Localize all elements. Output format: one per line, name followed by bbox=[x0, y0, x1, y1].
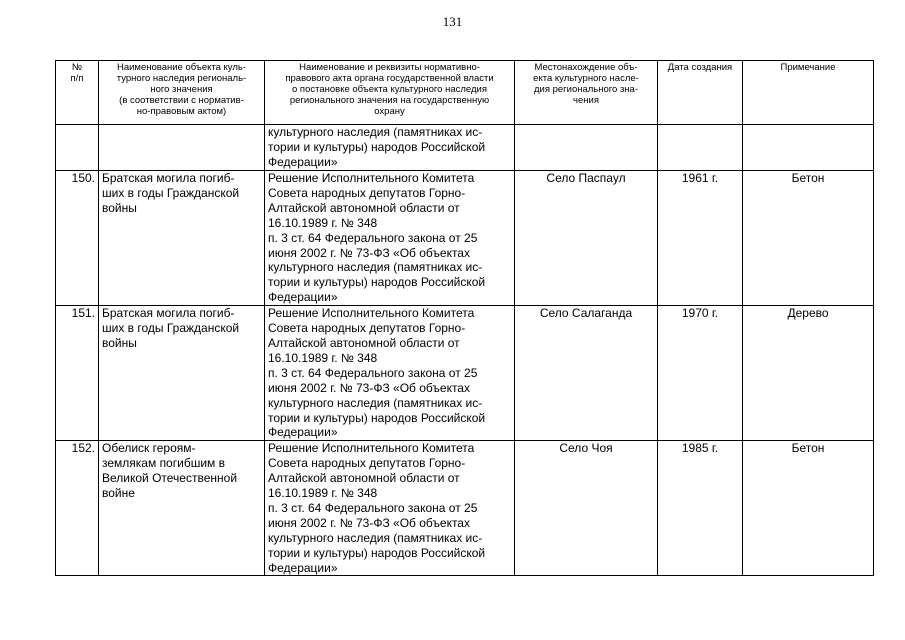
cell-number: 150. bbox=[56, 171, 99, 306]
cell-location: Село Чоя bbox=[515, 441, 658, 576]
header-location: Местонахождение объ- екта культурного насле- дия регионального зна- чения bbox=[515, 61, 658, 125]
header-number: № п/п bbox=[56, 61, 99, 125]
cell-location: Село Салаганда bbox=[515, 306, 658, 441]
table-header-row bbox=[56, 61, 874, 125]
cell-object-name: Обелиск героям- землякам погибшим в Великой Отечественной войне bbox=[99, 441, 265, 576]
table-row bbox=[56, 171, 874, 306]
cell-object-name: Братская могила погиб- ших в годы Гражданской войны bbox=[99, 306, 265, 441]
cell-note: Бетон bbox=[743, 441, 874, 576]
cell-location bbox=[515, 125, 658, 171]
cell-object-name bbox=[99, 125, 265, 171]
table-row bbox=[56, 306, 874, 441]
continuation-row bbox=[56, 125, 874, 171]
header-note: Примечание bbox=[743, 61, 874, 125]
cell-note: Бетон bbox=[743, 171, 874, 306]
cell-creation-date: 1985 г. bbox=[658, 441, 743, 576]
heritage-objects-table bbox=[55, 60, 874, 576]
page-number: 131 bbox=[442, 14, 463, 29]
cell-creation-date: 1970 г. bbox=[658, 306, 743, 441]
header-object-name: Наименование объекта куль- турного наследия региональ- ного значения (в соответствии с норматив- но-правовым актом) bbox=[99, 61, 265, 125]
cell-legal-act: Решение Исполнительного Комитета Совета народных депутатов Горно- Алтайской автономной области от 16.10.1989 г. № 348 п. 3 ст. 64 Федерального закона от 25 июня 2002 г. № 73-ФЗ «Об объектах культурного наследия (памятниках ис- тории и культуры) народов Российской Федерации» bbox=[265, 441, 515, 576]
cell-legal-act: культурного наследия (памятниках ис- тории и культуры) народов Российской Федерации» bbox=[265, 125, 515, 171]
header-creation-date: Дата создания bbox=[658, 61, 743, 125]
cell-legal-act: Решение Исполнительного Комитета Совета народных депутатов Горно- Алтайской автономной области от 16.10.1989 г. № 348 п. 3 ст. 64 Федерального закона от 25 июня 2002 г. № 73-ФЗ «Об объектах культурного наследия (памятниках ис- тории и культуры) народов Российской Федерации» bbox=[265, 171, 515, 306]
cell-legal-act: Решение Исполнительного Комитета Совета народных депутатов Горно- Алтайской автономной области от 16.10.1989 г. № 348 п. 3 ст. 64 Федерального закона от 25 июня 2002 г. № 73-ФЗ «Об объектах культурного наследия (памятниках ис- тории и культуры) народов Российской Федерации» bbox=[265, 306, 515, 441]
cell-creation-date bbox=[658, 125, 743, 171]
table-row bbox=[56, 441, 874, 576]
cell-number: 152. bbox=[56, 441, 99, 576]
header-legal-act: Наименование и реквизиты нормативно- правового акта органа государственной власти о постановке объекта культурного наследия регионального значения на государственную охрану bbox=[265, 61, 515, 125]
cell-object-name: Братская могила погиб- ших в годы Гражданской войны bbox=[99, 171, 265, 306]
cell-number bbox=[56, 125, 99, 171]
cell-number: 151. bbox=[56, 306, 99, 441]
cell-creation-date: 1961 г. bbox=[658, 171, 743, 306]
cell-note: Дерево bbox=[743, 306, 874, 441]
cell-location: Село Паспаул bbox=[515, 171, 658, 306]
cell-note bbox=[743, 125, 874, 171]
